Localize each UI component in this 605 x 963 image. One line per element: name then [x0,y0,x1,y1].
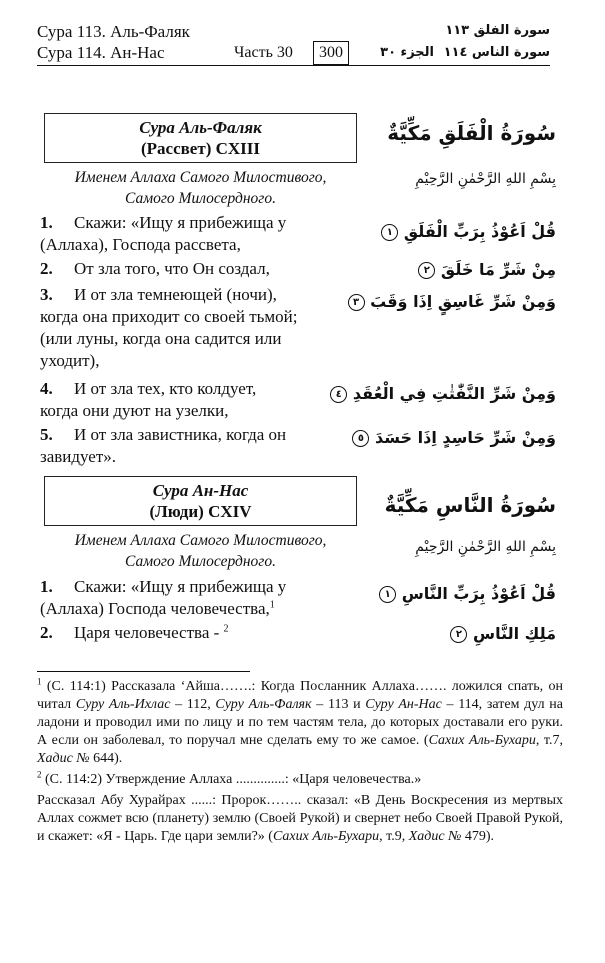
footnote-text: , т.9, [379,829,409,844]
ayah-end-marker-icon: ٢ [450,626,467,643]
surah-114-arabic-bismillah: بِسْمِ اللهِ الرَّحْمٰنِ الرَّحِيْمِ [415,539,556,555]
surah-114-arabic-title: سُورَةُ النَّاسِ مَكِّيَّةٌ [384,493,556,517]
surah-113-arabic-verse-2 [378,258,556,282]
verse-text: Скажи: «Ищу я прибежища у [74,577,287,596]
header-arabic-surah-113: سورة الفلق ١١٣ [445,23,550,38]
verse-number: 2. [40,623,53,642]
surah-113-arabic-verse-1 [378,220,556,244]
footnote-italic: Суру Ан-Нас [365,697,442,712]
verse-number: 4. [40,379,53,398]
footnote-text: , т.7, [535,733,563,748]
ayah-end-marker-icon: ١ [379,586,396,603]
verse-text: (или луны, когда она садится или [40,329,282,348]
footnote-text: 644). [89,751,123,766]
verse-text: завидует». [40,447,117,466]
footnote-text: Рассказал Абу Хурайрах ......: Пророк…….. сказал: «В День Воскресения из мертвых Аллах сожмет всю (планету) землю (Своей Рукой) и свернет небо Своей Правой Рукой, и скажет: «Я - Царь. Где цари земли?» ( [37,793,563,844]
header-rule [37,65,550,66]
verse-text: когда она приходит со своей тьмой; [40,307,298,326]
verse-number: 3. [40,285,53,304]
footnotes [37,678,563,849]
verse-text: (Аллаха), Господа рассвета, [40,235,241,254]
footnote-ref[interactable]: 1 [269,599,275,611]
arabic-verse-text: وَمِنْ شَرِّ النَّفّٰثٰتِ فِي الْعُقَدِ [352,384,556,403]
verse-text: уходит), [40,351,100,370]
surah-114-arabic-verse-2 [378,622,556,646]
surah-113-bismillah [38,167,363,209]
surah-113-arabic-title: سُورَةُ الْفَلَقِ مَكِّيَّةٌ [387,121,556,145]
bismillah-line-1: Именем Аллаха Самого Милостивого, [74,532,327,549]
surah-113-verse-1 [40,212,370,256]
arabic-verse-text: قُلْ اَعُوْذُ بِرَبِّ الْفَلَقِ [403,222,556,241]
footnote-text: (С. 114:2) Утверждение Аллаха ..............: «Царя человечества.» [45,772,422,787]
surah-113-verse-5 [40,424,370,468]
footnote-italic: Сахих Аль-Бухари [428,733,536,748]
footnote-italic: Суру Аль-Фаляк [215,697,312,712]
verse-number: 5. [40,425,53,444]
bismillah-line-1: Именем Аллаха Самого Милостивого, [74,169,327,186]
verse-text: От зла того, что Он создал, [74,259,270,278]
bismillah-line-2: Самого Милосердного. [125,553,276,570]
ayah-end-marker-icon: ٢ [418,262,435,279]
arabic-verse-text: قُلْ اَعُوْذُ بِرَبِّ النَّاسِ [401,584,556,603]
verse-text: (Аллаха) Господа человечества, [40,599,270,618]
surah-113-arabic-bismillah: بِسْمِ اللهِ الرَّحْمٰنِ الرَّحِيْمِ [415,171,556,187]
surah-113-verse-3 [40,284,370,372]
surah-114-title: Сура Ан-Нас [152,481,249,500]
surah-113-title-box [44,113,357,163]
header-juz-arabic: الجزء ٣٠ [380,45,434,60]
footnote-text: 479). [461,829,494,844]
verse-number: 1. [40,577,53,596]
verse-text: Скажи: «Ищу я прибежища у [74,213,287,232]
footnote-2 [37,771,563,789]
verse-text: когда они дуют на узелки, [40,401,229,420]
surah-113-arabic-verse-3 [353,290,556,314]
verse-text: Царя человечества - [74,623,220,642]
footnote-text: – 112, [170,697,216,712]
surah-114-subtitle: (Люди) CXIV [149,502,252,521]
verse-number: 1. [40,213,53,232]
surah-113-arabic-verse-5 [357,426,556,450]
surah-114-title-box [44,476,357,526]
footnote-italic: Хадис № [37,751,90,766]
header-part: Часть 30 [234,44,293,61]
page-number: 300 [313,41,349,65]
footnote-italic: Сахих Аль-Бухари [272,829,380,844]
footnote-marker: 2 [37,769,42,780]
footnote-1 [37,678,563,768]
footnote-rule [37,671,250,672]
header-surah-114: Сура 114. Ан-Нас [37,43,165,62]
verse-text: И от зла тех, кто колдует, [74,379,257,398]
footnote-2-continued [37,792,563,846]
footnote-italic: Хадис № [408,829,462,844]
bismillah-line-2: Самого Милосердного. [125,190,276,207]
surah-114-verse-1 [40,576,370,620]
ayah-end-marker-icon: ٥ [352,430,369,447]
header-arabic-surah-114: سورة الناس ١١٤ [443,45,550,60]
footnote-marker: 1 [37,676,42,687]
ayah-end-marker-icon: ١ [381,224,398,241]
surah-113-subtitle: (Рассвет) CXIII [140,139,261,158]
arabic-verse-text: وَمِنْ شَرِّ غَاسِقٍ اِذَا وَقَبَ [370,292,556,311]
surah-113-arabic-verse-4 [335,382,556,406]
header-surah-113: Сура 113. Аль-Фаляк [37,22,190,41]
verse-number: 2. [40,259,53,278]
footnote-text: – 114, затем дул на ладони и проводил ими по лицу и по тем частям тела, до которых доставали его руки. А если он заболевал, то поручал мне сделать ему то же самое. ( [37,697,563,748]
footnote-text: – 113 и [311,697,366,712]
surah-114-bismillah [38,530,363,572]
ayah-end-marker-icon: ٣ [348,294,365,311]
surah-113-title: Сура Аль-Фаляк [139,118,262,137]
ayah-end-marker-icon: ٤ [330,386,347,403]
arabic-verse-text: وَمِنْ شَرِّ حَاسِدٍ اِذَا حَسَدَ [375,428,556,447]
footnote-italic: Суру Аль-Ихлас [75,697,171,712]
arabic-verse-text: مِنْ شَرِّ مَا خَلَقَ [440,260,556,279]
surah-113-verse-2 [40,258,370,280]
verse-text: И от зла темнеющей (ночи), [74,285,277,304]
footnote-text: (С. 114:1) Рассказала ‘Айша…….: Когда Посланник Аллаха……. ложился спать, он читал [37,679,563,712]
footnote-ref[interactable]: 2 [223,623,229,635]
surah-114-arabic-verse-1 [378,582,556,606]
surah-113-verse-4 [40,378,370,422]
verse-text: И от зла завистника, когда он [74,425,287,444]
surah-114-verse-2 [40,622,370,644]
arabic-verse-text: مَلِكِ النَّاسِ [472,624,556,643]
